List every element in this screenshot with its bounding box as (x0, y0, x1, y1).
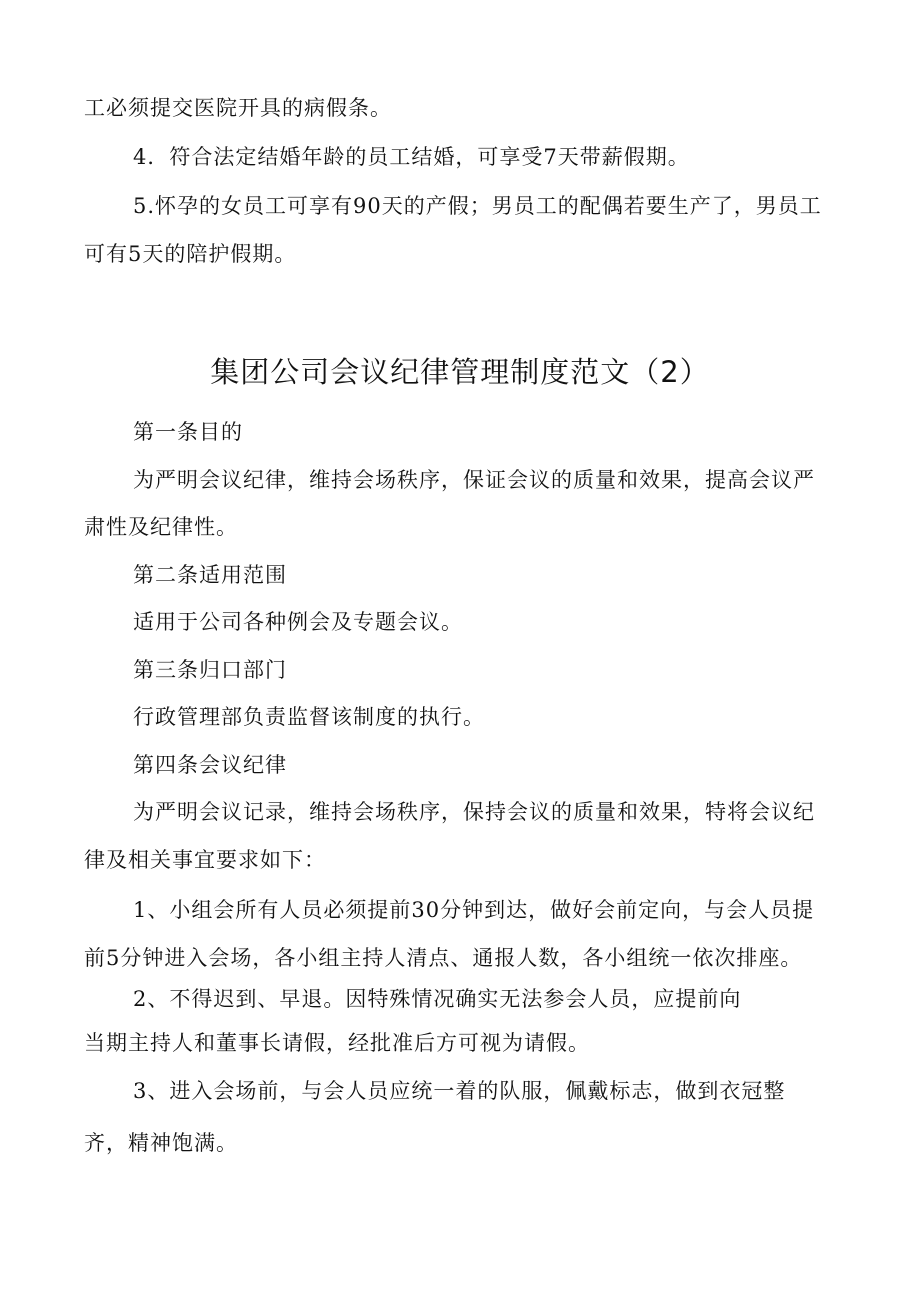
text-line: 工必须提交医院开具的病假条。 (84, 96, 392, 120)
text-line: 3、进入会场前，与会人员应统一着的队服，佩戴标志，做到衣冠整 (133, 1079, 786, 1103)
text-line: 为严明会议纪律，维持会场秩序，保证会议的质量和效果，提高会议严 (133, 468, 815, 492)
text-line: 行政管理部负责监督该制度的执行。 (133, 705, 485, 729)
text-line: 适用于公司各种例会及专题会议。 (133, 610, 463, 634)
text-line: 当期主持人和董事长请假，经批准后方可视为请假。 (84, 1031, 590, 1055)
text-line: 前5分钟进入会场，各小组主持人清点、通报人数，各小组统一依次排座。 (84, 946, 803, 970)
article-heading: 第三条归口部门 (133, 658, 287, 682)
text-line: 为严明会议记录，维持会场秩序，保持会议的质量和效果，特将会议纪 (133, 800, 815, 824)
article-heading: 第二条适用范围 (133, 563, 287, 587)
text-line: 肃性及纪律性。 (84, 515, 238, 539)
text-line: 4．符合法定结婚年龄的员工结婚，可享受7天带薪假期。 (133, 145, 690, 169)
article-heading: 第四条会议纪律 (133, 753, 287, 777)
text-line: 律及相关事宜要求如下： (84, 848, 326, 872)
text-line: 5.怀孕的女员工可享有90天的产假；男员工的配偶若要生产了，男员工 (133, 194, 822, 218)
section-title: 集团公司会议纪律管理制度范文（2） (210, 355, 710, 389)
article-heading: 第一条目的 (133, 420, 243, 444)
text-line: 可有5天的陪护假期。 (84, 242, 297, 266)
text-line: 齐，精神饱满。 (84, 1131, 238, 1155)
text-line: 2、不得迟到、早退。因特殊情况确实无法参会人员，应提前向 (133, 987, 742, 1011)
text-line: 1、小组会所有人员必须提前30分钟到达，做好会前定向，与会人员提 (133, 898, 815, 922)
